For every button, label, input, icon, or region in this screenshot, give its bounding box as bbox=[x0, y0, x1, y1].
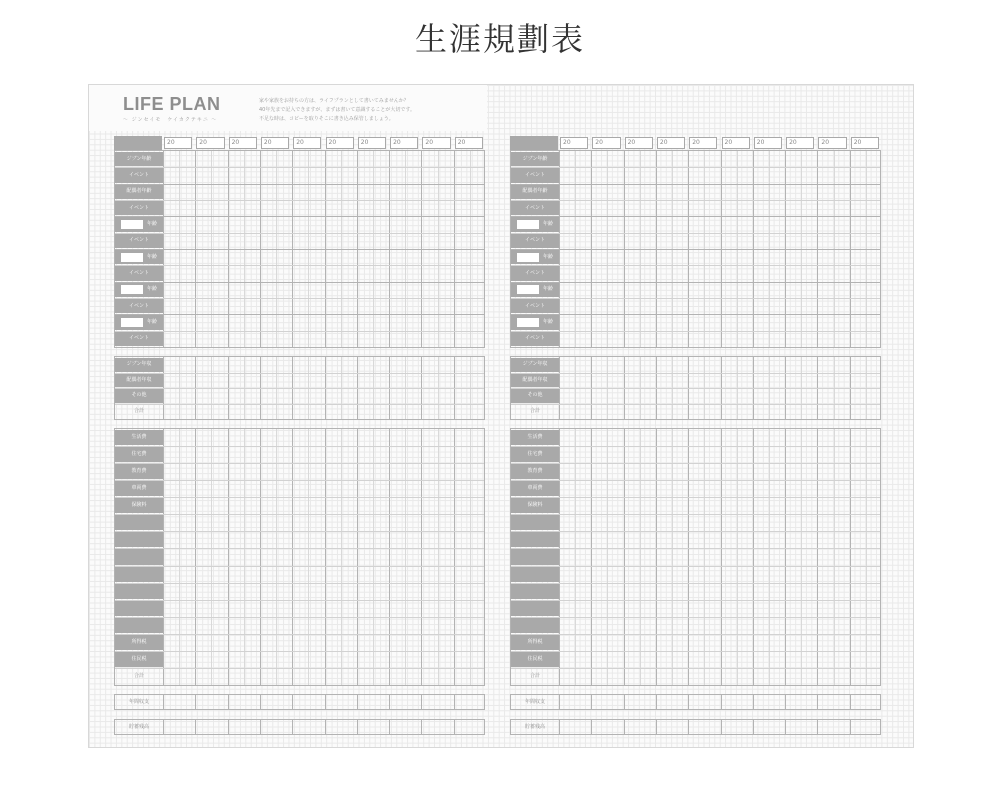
row-label: イベント bbox=[115, 266, 163, 280]
row-line bbox=[115, 617, 484, 618]
column-line bbox=[195, 429, 196, 685]
column-line bbox=[721, 429, 722, 685]
savings-balance-row bbox=[114, 719, 485, 735]
row-line bbox=[511, 668, 880, 669]
row-label: 教育費 bbox=[115, 464, 163, 479]
column-line bbox=[357, 720, 358, 734]
label-column-line bbox=[163, 720, 164, 734]
year-cell: 20 bbox=[455, 137, 483, 149]
row-line bbox=[115, 497, 484, 498]
column-line bbox=[454, 720, 455, 734]
column-line bbox=[850, 429, 851, 685]
row-line bbox=[511, 404, 880, 405]
row-label: 配偶者年齢 bbox=[511, 185, 559, 199]
row-label: イベント bbox=[511, 201, 559, 215]
income-block bbox=[114, 356, 485, 420]
label-column-line bbox=[559, 720, 560, 734]
row-label bbox=[115, 532, 163, 547]
column-line bbox=[721, 695, 722, 709]
year-cell: 20 bbox=[657, 137, 685, 149]
row-label: 住民税 bbox=[511, 652, 559, 667]
column-line bbox=[850, 720, 851, 734]
left-page-grid bbox=[114, 136, 485, 787]
column-line bbox=[753, 429, 754, 685]
column-line bbox=[292, 429, 293, 685]
row-line bbox=[115, 566, 484, 567]
row-label: 年齢 bbox=[511, 283, 559, 297]
row-line bbox=[511, 388, 880, 389]
row-label bbox=[511, 532, 559, 547]
right-page-grid bbox=[510, 136, 881, 787]
row-label bbox=[511, 601, 559, 616]
event-age-block bbox=[114, 150, 485, 348]
row-line bbox=[115, 314, 484, 315]
column-line bbox=[389, 695, 390, 709]
row-line bbox=[115, 167, 484, 168]
row-label bbox=[511, 549, 559, 564]
row-label: 年間収支 bbox=[128, 699, 149, 705]
column-line bbox=[389, 429, 390, 685]
year-header-corner bbox=[510, 136, 558, 150]
expense-block bbox=[114, 428, 485, 686]
row-label: ジブン年齢 bbox=[511, 152, 559, 166]
row-label: 生活費 bbox=[115, 430, 163, 445]
year-header-corner bbox=[114, 136, 162, 150]
column-line bbox=[228, 695, 229, 709]
column-line bbox=[656, 720, 657, 734]
column-line bbox=[195, 720, 196, 734]
column-line bbox=[421, 429, 422, 685]
row-label bbox=[511, 584, 559, 599]
row-label: 合計 bbox=[133, 672, 144, 679]
row-label: イベント bbox=[115, 234, 163, 248]
row-line bbox=[115, 514, 484, 515]
year-cell: 20 bbox=[293, 137, 321, 149]
instruction-line: 家や家族をお持ちの方は、ライフプランとして書いてみませんか？ bbox=[259, 98, 409, 104]
row-line bbox=[511, 200, 880, 201]
row-label bbox=[511, 567, 559, 582]
life-plan-subtitle: 〜 ジンセイモ ケイカクテキニ 〜 bbox=[123, 117, 218, 123]
sheet-header bbox=[89, 85, 487, 131]
row-line bbox=[511, 265, 880, 266]
sub-column-line bbox=[672, 429, 673, 685]
row-label: 年間収支 bbox=[524, 699, 545, 705]
row-label: 生活費 bbox=[511, 430, 559, 445]
row-label: 年齢 bbox=[115, 217, 163, 231]
row-label: 合計 bbox=[529, 407, 540, 414]
year-cell: 20 bbox=[229, 137, 257, 149]
row-label: 保険料 bbox=[511, 498, 559, 513]
sub-column-line bbox=[276, 429, 277, 685]
column-line bbox=[260, 695, 261, 709]
year-cell: 20 bbox=[851, 137, 879, 149]
row-line bbox=[115, 651, 484, 652]
row-label: 年齢 bbox=[115, 315, 163, 329]
year-cell: 20 bbox=[625, 137, 653, 149]
row-label: 配偶者年収 bbox=[511, 374, 559, 388]
column-line bbox=[656, 429, 657, 685]
page-title: 生涯規劃表 bbox=[414, 20, 585, 58]
row-label: 年齢 bbox=[511, 217, 559, 231]
row-line bbox=[115, 233, 484, 234]
year-cell: 20 bbox=[592, 137, 620, 149]
row-label: 所得税 bbox=[115, 635, 163, 650]
column-line bbox=[421, 720, 422, 734]
column-line bbox=[721, 720, 722, 734]
column-line bbox=[325, 429, 326, 685]
row-line bbox=[115, 480, 484, 481]
row-line bbox=[115, 531, 484, 532]
row-label bbox=[511, 515, 559, 530]
row-label: 教育費 bbox=[511, 464, 559, 479]
instruction-line: 不足な時は、コピーを取りそこに書き込み保管しましょう。 bbox=[259, 116, 394, 122]
row-label: 貯蓄残高 bbox=[524, 724, 545, 730]
row-line bbox=[511, 216, 880, 217]
row-line bbox=[115, 216, 484, 217]
column-line bbox=[325, 695, 326, 709]
sub-column-line bbox=[341, 429, 342, 685]
column-line bbox=[228, 720, 229, 734]
row-line bbox=[115, 634, 484, 635]
row-label: その他 bbox=[115, 389, 163, 403]
row-line bbox=[511, 184, 880, 185]
row-line bbox=[511, 167, 880, 168]
column-line bbox=[228, 429, 229, 685]
column-line bbox=[753, 720, 754, 734]
year-cell: 20 bbox=[196, 137, 224, 149]
column-line bbox=[260, 429, 261, 685]
row-line bbox=[511, 373, 880, 374]
row-label: 貯蓄残高 bbox=[128, 724, 149, 730]
column-line bbox=[421, 695, 422, 709]
sub-column-line bbox=[866, 429, 867, 685]
sub-column-line bbox=[211, 429, 212, 685]
row-line bbox=[115, 331, 484, 332]
row-label: 所得税 bbox=[511, 635, 559, 650]
row-line bbox=[511, 298, 880, 299]
row-label: 合計 bbox=[133, 407, 144, 414]
row-line bbox=[511, 617, 880, 618]
row-line bbox=[115, 200, 484, 201]
sub-column-line bbox=[470, 429, 471, 685]
year-cell: 20 bbox=[818, 137, 846, 149]
column-line bbox=[817, 720, 818, 734]
year-cell: 20 bbox=[164, 137, 192, 149]
year-cell: 20 bbox=[390, 137, 418, 149]
row-label: ジブン年収 bbox=[511, 358, 559, 372]
year-cell: 20 bbox=[422, 137, 450, 149]
row-label: その他 bbox=[511, 389, 559, 403]
row-line bbox=[511, 514, 880, 515]
label-column-line bbox=[163, 695, 164, 709]
sub-column-line bbox=[575, 429, 576, 685]
row-label: イベント bbox=[511, 168, 559, 182]
row-label: イベント bbox=[511, 234, 559, 248]
row-line bbox=[511, 583, 880, 584]
row-line bbox=[115, 373, 484, 374]
column-line bbox=[785, 429, 786, 685]
life-plan-title: LIFE PLAN bbox=[123, 94, 221, 114]
row-line bbox=[115, 583, 484, 584]
row-line bbox=[511, 331, 880, 332]
row-line bbox=[115, 249, 484, 250]
row-line bbox=[511, 480, 880, 481]
row-label: 車両費 bbox=[511, 481, 559, 496]
row-line bbox=[511, 651, 880, 652]
year-cell: 20 bbox=[358, 137, 386, 149]
sub-column-line bbox=[405, 429, 406, 685]
row-label bbox=[511, 618, 559, 633]
column-line bbox=[688, 429, 689, 685]
row-label: 年齢 bbox=[511, 250, 559, 264]
row-label: イベント bbox=[115, 201, 163, 215]
column-line bbox=[785, 720, 786, 734]
column-line bbox=[260, 720, 261, 734]
column-line bbox=[850, 695, 851, 709]
row-line bbox=[115, 388, 484, 389]
event-age-block bbox=[510, 150, 881, 348]
sub-column-line bbox=[801, 429, 802, 685]
sub-column-line bbox=[640, 429, 641, 685]
row-label: イベント bbox=[511, 266, 559, 280]
row-line bbox=[115, 446, 484, 447]
row-label: 年齢 bbox=[115, 283, 163, 297]
column-line bbox=[624, 720, 625, 734]
label-column-line bbox=[559, 429, 560, 685]
annual-balance-row bbox=[510, 694, 881, 710]
row-line bbox=[115, 463, 484, 464]
sub-column-line bbox=[737, 429, 738, 685]
column-line bbox=[389, 720, 390, 734]
label-column-line bbox=[163, 429, 164, 685]
row-label bbox=[115, 601, 163, 616]
row-label: 年齢 bbox=[511, 315, 559, 329]
column-line bbox=[292, 720, 293, 734]
column-line bbox=[591, 695, 592, 709]
row-label: 保険料 bbox=[115, 498, 163, 513]
column-line bbox=[624, 695, 625, 709]
income-block bbox=[510, 356, 881, 420]
row-label bbox=[115, 515, 163, 530]
sub-column-line bbox=[308, 429, 309, 685]
row-line bbox=[115, 184, 484, 185]
sub-column-line bbox=[244, 429, 245, 685]
sub-column-line bbox=[769, 429, 770, 685]
savings-balance-row bbox=[510, 719, 881, 735]
row-line bbox=[511, 600, 880, 601]
year-cell: 20 bbox=[722, 137, 750, 149]
column-line bbox=[454, 695, 455, 709]
sub-column-line bbox=[704, 429, 705, 685]
row-label bbox=[115, 584, 163, 599]
column-line bbox=[688, 720, 689, 734]
row-line bbox=[115, 282, 484, 283]
column-line bbox=[785, 695, 786, 709]
year-cell: 20 bbox=[786, 137, 814, 149]
year-cell: 20 bbox=[326, 137, 354, 149]
sub-column-line bbox=[438, 429, 439, 685]
row-line bbox=[511, 548, 880, 549]
row-label: イベント bbox=[115, 299, 163, 313]
year-header-row bbox=[510, 136, 881, 150]
row-label: ジブン年収 bbox=[115, 358, 163, 372]
year-cell: 20 bbox=[560, 137, 588, 149]
column-line bbox=[656, 695, 657, 709]
row-label: 配偶者年収 bbox=[115, 374, 163, 388]
column-line bbox=[357, 695, 358, 709]
row-line bbox=[115, 548, 484, 549]
row-label: 合計 bbox=[529, 672, 540, 679]
row-line bbox=[511, 282, 880, 283]
column-line bbox=[357, 429, 358, 685]
row-line bbox=[511, 634, 880, 635]
column-line bbox=[591, 720, 592, 734]
row-label: イベント bbox=[511, 299, 559, 313]
row-label: イベント bbox=[115, 332, 163, 346]
row-label: 住宅費 bbox=[511, 447, 559, 462]
column-line bbox=[195, 695, 196, 709]
row-label bbox=[115, 567, 163, 582]
row-line bbox=[511, 314, 880, 315]
row-line bbox=[511, 446, 880, 447]
year-header-row bbox=[114, 136, 485, 150]
sub-column-line bbox=[834, 429, 835, 685]
row-line bbox=[511, 233, 880, 234]
row-line bbox=[115, 600, 484, 601]
row-line bbox=[511, 531, 880, 532]
column-line bbox=[591, 429, 592, 685]
row-label: イベント bbox=[115, 168, 163, 182]
life-plan-sheet bbox=[88, 84, 914, 748]
annual-balance-row bbox=[114, 694, 485, 710]
row-label: 年齢 bbox=[115, 250, 163, 264]
row-label bbox=[115, 618, 163, 633]
row-line bbox=[115, 404, 484, 405]
row-label: ジブン年齢 bbox=[115, 152, 163, 166]
sub-column-line bbox=[373, 429, 374, 685]
sub-column-line bbox=[607, 429, 608, 685]
row-label: 住宅費 bbox=[115, 447, 163, 462]
row-label: 住民税 bbox=[115, 652, 163, 667]
year-cell: 20 bbox=[689, 137, 717, 149]
label-column-line bbox=[559, 695, 560, 709]
row-label: 車両費 bbox=[115, 481, 163, 496]
row-line bbox=[511, 566, 880, 567]
expense-block bbox=[510, 428, 881, 686]
row-label: イベント bbox=[511, 332, 559, 346]
column-line bbox=[454, 429, 455, 685]
column-line bbox=[817, 429, 818, 685]
instruction-line: 40年先まで記入できますが、まずは書いて意識することが大切です。 bbox=[259, 107, 415, 113]
row-line bbox=[511, 463, 880, 464]
column-line bbox=[817, 695, 818, 709]
row-line bbox=[115, 298, 484, 299]
row-line bbox=[115, 265, 484, 266]
column-line bbox=[753, 695, 754, 709]
row-line bbox=[511, 249, 880, 250]
row-line bbox=[511, 497, 880, 498]
row-line bbox=[115, 668, 484, 669]
column-line bbox=[292, 695, 293, 709]
column-line bbox=[688, 695, 689, 709]
column-line bbox=[325, 720, 326, 734]
year-cell: 20 bbox=[754, 137, 782, 149]
sub-column-line bbox=[179, 429, 180, 685]
row-label: 配偶者年齢 bbox=[115, 185, 163, 199]
column-line bbox=[624, 429, 625, 685]
year-cell: 20 bbox=[261, 137, 289, 149]
row-label bbox=[115, 549, 163, 564]
